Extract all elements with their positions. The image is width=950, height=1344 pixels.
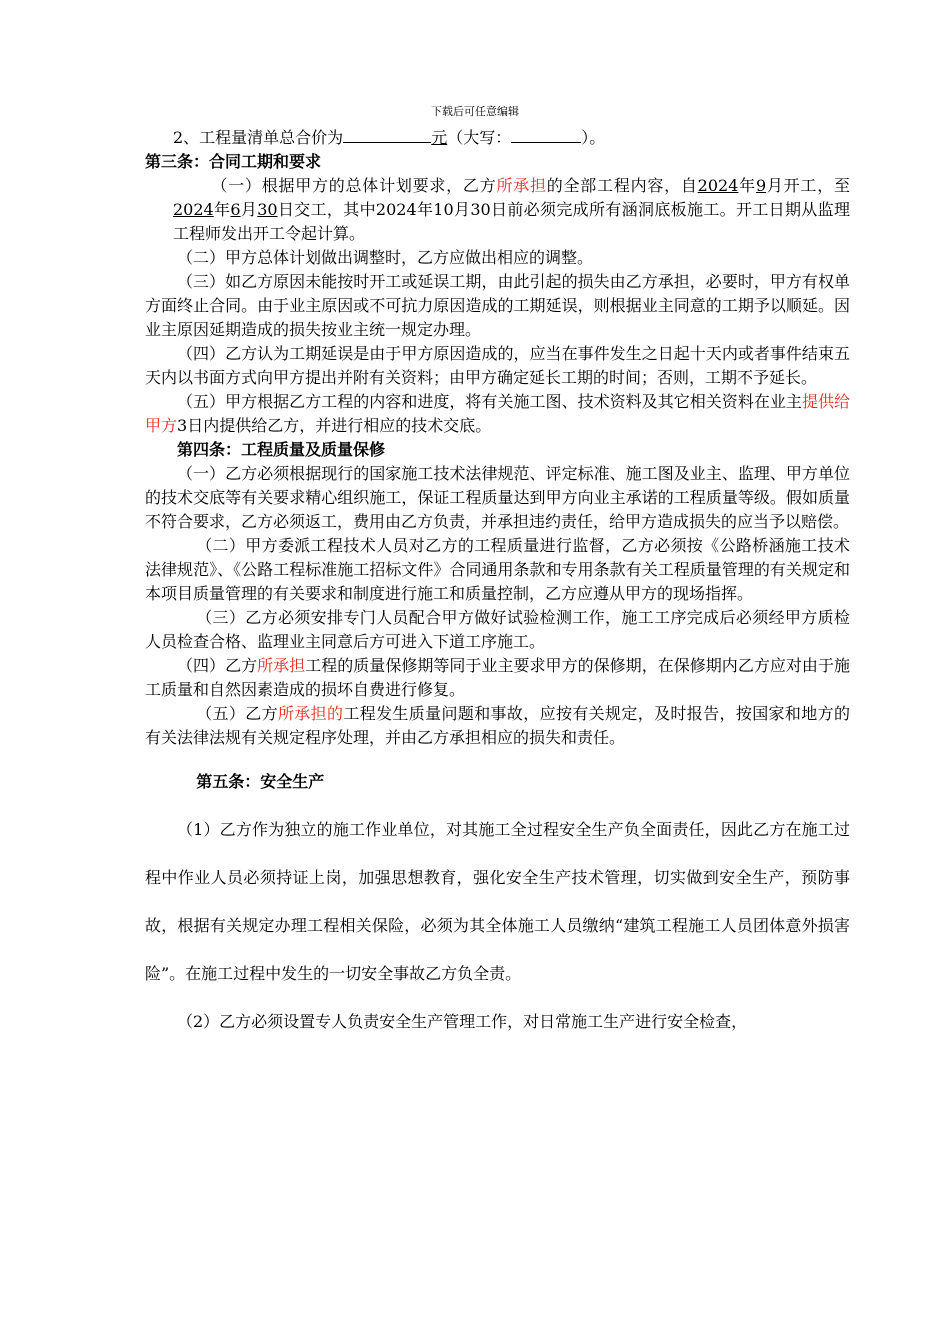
total-price-daxie-blank: [511, 126, 581, 143]
article3-block: [145, 174, 850, 246]
article4-title: 第四条：工程质量及质量保修: [177, 440, 386, 459]
article4-para2: （二）甲方委派工程技术人员对乙方的工程质量进行监督，乙方必须按《公路桥涵施工技术法律规范》、《公路工程标准施工招标文件》合同通用条款和专用条款有关工程质量管理的有关规定和本项目质量管理的有关要求和制度进行施工和质量控制，乙方应遵从甲方的现场指挥。: [145, 536, 850, 603]
document-body: [145, 126, 850, 1046]
article3-para2: （二）甲方总体计划做出调整时，乙方应做出相应的调整。: [177, 248, 594, 267]
article5-para2: （2）乙方必须设置专人负责安全生产管理工作，对日常施工生产进行安全检查，: [177, 1012, 748, 1031]
article3-para1: （一）根据甲方的总体计划要求，乙方所承担的全部工程内容，自2024年9月开工，至2024年6月30日交工，其中2024年10月30日前必须完成所有涵洞底板施工。开工日期从监理工程师发出开工令起计算。: [173, 176, 850, 243]
article4-para1: （一）乙方必须根据现行的国家施工技术法律规范、评定标准、施工图及业主、监理、甲方单位的技术交底等有关要求精心组织施工，保证工程质量达到甲方向业主承诺的工程质量等级。假如质量不符合要求，乙方必须返工，费用由乙方负责，并承担违约责任，给甲方造成损失的应当予以赔偿。: [145, 464, 850, 531]
article4-para4: （四）乙方所承担工程的质量保修期等同于业主要求甲方的保修期，在保修期内乙方应对由于施工质量和自然因素造成的损坏自费进行修复。: [145, 656, 850, 699]
article3-para5: （五）甲方根据乙方工程的内容和进度，将有关施工图、技术资料及其它相关资料在业主提供给甲方3日内提供给乙方，并进行相应的技术交底。: [145, 392, 850, 435]
total-price-blank: [343, 126, 431, 143]
article5-block: [145, 758, 850, 1046]
article3-para3: （三）如乙方原因未能按时开工或延误工期，由此引起的损失由乙方承担，必要时，甲方有权单方面终止合同。由于业主原因或不可抗力原因造成的工期延误，则根据业主同意的工期予以顺延。因业主原因延期造成的损失按业主统一规定办理。: [145, 272, 850, 339]
article5-title: 第五条：安全生产: [196, 772, 325, 791]
article3-title: 第三条：合同工期和要求: [145, 152, 322, 171]
page-header-note: 下载后可任意编辑: [431, 105, 519, 118]
article4-para5: （五）乙方所承担的工程发生质量问题和事故，应按有关规定，及时报告，按国家和地方的有关法律法规有关规定程序处理，并由乙方承担相应的损失和责任。: [145, 704, 850, 747]
article5-para1: （1）乙方作为独立的施工作业单位，对其施工全过程安全生产负全面责任，因此乙方在施工过程中作业人员必须持证上岗，加强思想教育，强化安全生产技术管理，切实做到安全生产，预防事故，根据有关规定办理工程相关保险，必须为其全体施工人员缴纳“建筑工程施工人员团体意外损害险”。在施工过程中发生的一切安全事故乙方负全责。: [145, 820, 850, 983]
article4-para3: （三）乙方必须安排专门人员配合甲方做好试验检测工作，施工工序完成后必须经甲方质检人员检查合格、监理业主同意后方可进入下道工序施工。: [145, 608, 850, 651]
total-price-line: 2、工程量清单总合价为 元（大写： ）。: [173, 128, 606, 147]
article3-para4: （四）乙方认为工期延误是由于甲方原因造成的，应当在事件发生之日起十天内或者事件结束五天内以书面方式向甲方提出并附有关资料；由甲方确定延长工期的时间；否则，工期不予延长。: [145, 344, 850, 387]
